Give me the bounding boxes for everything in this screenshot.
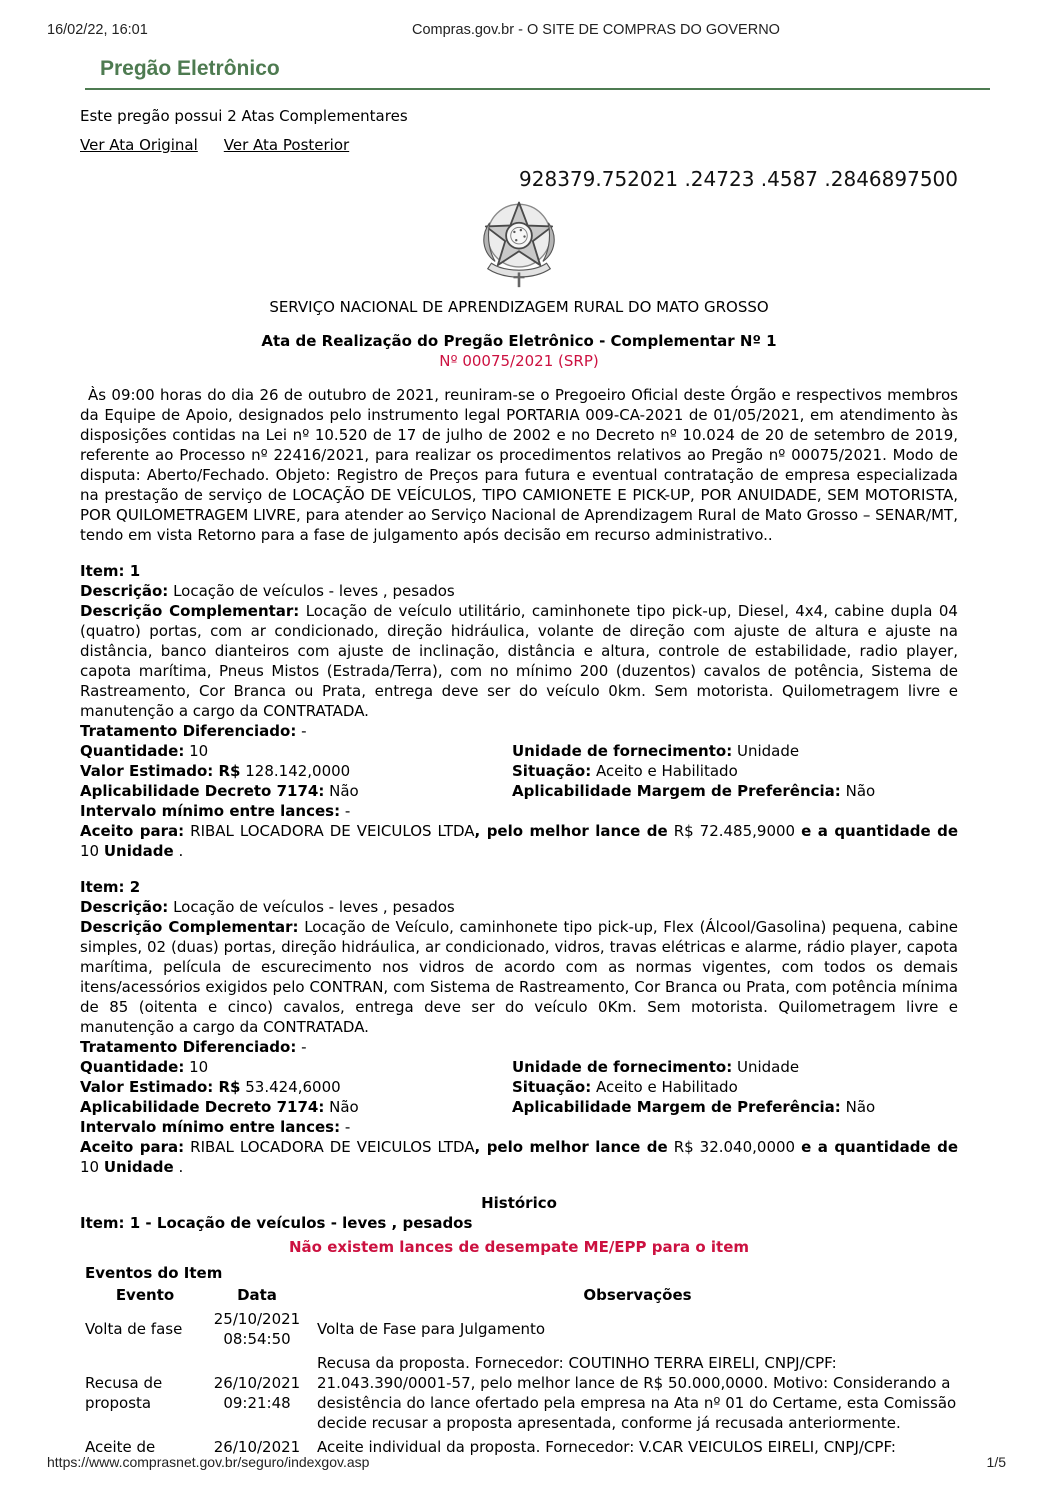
- item-aceito: Aceito para: RIBAL LOCADORA DE VEICULOS LTDA, pelo melhor lance de R$ 72.485,9000 e a quantidade de 10 Unidade .: [80, 822, 958, 860]
- item-field-row: Quantidade: 10 Unidade de fornecimento: Unidade: [80, 1058, 800, 1076]
- print-datetime: 16/02/22, 16:01: [47, 22, 148, 38]
- item-section-1: [80, 561, 958, 861]
- item-descricao: Descrição: Locação de veículos - leves , pesados: [80, 582, 455, 600]
- event-cell: Aceite de: [85, 1438, 156, 1456]
- item-section-2: [80, 877, 958, 1177]
- item-field-row: Quantidade: 10 Unidade de fornecimento: Unidade: [80, 742, 800, 760]
- historico-title: Histórico: [481, 1194, 557, 1212]
- item-intervalo: Intervalo mínimo entre lances: -: [80, 1118, 351, 1136]
- print-site-title: Compras.gov.br - O SITE DE COMPRAS DO GOVERNO: [412, 22, 780, 38]
- print-footer: [47, 1452, 1006, 1472]
- doc-title: Ata de Realização do Pregão Eletrônico - Complementar Nº 1: [261, 332, 777, 350]
- document-content: [80, 106, 958, 1457]
- link-ver-ata-posterior[interactable]: Ver Ata Posterior: [223, 136, 350, 154]
- brazil-coat-of-arms-icon: [473, 195, 565, 291]
- date-cell: 26/10/2021: [213, 1438, 301, 1456]
- column-header-data: Data: [237, 1286, 277, 1304]
- column-header-evento: Evento: [115, 1286, 175, 1304]
- events-table: [85, 1285, 958, 1457]
- item-field-row: Aplicabilidade Decreto 7174: Não Aplicabilidade Margem de Preferência: Não: [80, 782, 876, 800]
- doc-number: Nº 00075/2021 (SRP): [439, 352, 599, 370]
- item-tratamento: Tratamento Diferenciado: -: [80, 1038, 307, 1056]
- link-ver-ata-original[interactable]: Ver Ata Original: [80, 136, 198, 154]
- intro-paragraph: Às 09:00 horas do dia 26 de outubro de 2021, reuniram-se o Pregoeiro Oficial deste Órgão e respectivos membros da Equipe de Apoio, designados pelo instrumento legal PORTARIA 009-CA-2021 de 01/05/2021, em atendimento às disposições contidas na Lei nº 10.520 de 17 de julho de 2002 e no Decreto nº 10.024 de 20 de setembro de 2019, referente ao Processo nº 22416/2021, para realizar os procedimentos relativos ao Pregão nº 00075/2021. Modo de disputa: Aberto/Fechado. Objeto: Registro de Preços para futura e eventual contratação de empresa especializada na prestação de serviço de LOCAÇÃO DE VEÍCULOS, TIPO CAMIONETE E PICK-UP, POR ANUIDADE, SEM MOTORISTA, POR QUILOMETRAGEM LIVRE, para atender ao Serviço Nacional de Aprendizagem Rural de Mato Grosso – SENAR/MT, tendo em vista Retorno para a fase de julgamento após decisão em recurso administrativo..: [80, 386, 958, 544]
- atas-note: Este pregão possui 2 Atas Complementares: [80, 107, 408, 125]
- item-descricao: Descrição: Locação de veículos - leves , pesados: [80, 898, 455, 916]
- item-descricao-complementar: Descrição Complementar: Locação de Veículo, caminhonete tipo pick-up, Flex (Álcool/Gasolina) pequena, cabine simples, 02 (duas) portas, direção hidráulica, ar condicionado, vidros, travas elétricas e alarme, rádio player, capota marítima, película de escurecimento nos vidros de acordo com as normas vigentes, com todos os demais itens/acessórios exigidos pelo CONTRAN, com Sistema de Rastreamento, Cor Branca ou Prata, com potência mínima de 85 (oitenta e cinco) cavalos, entrega deve ser do veículo 0Km. Sem motorista. Quilometragem livre e manutenção a cargo da CONTRATADA.: [80, 918, 958, 1036]
- date-cell: 25/10/2021 08:54:50: [213, 1310, 301, 1348]
- ata-links: [80, 135, 958, 155]
- item-tratamento: Tratamento Diferenciado: -: [80, 722, 307, 740]
- obs-cell: Recusa da proposta. Fornecedor: COUTINHO TERRA EIRELI, CNPJ/CPF: 21.043.390/0001-57, pelo melhor lance de R$ 50.000,0000. Motivo: Considerando a desistência do lance ofertado pela empresa na Ata nº 01 do Certame, esta Comissão decide recusar a proposta apresentada, conforme já recusada anteriormente.: [317, 1354, 957, 1432]
- event-cell: Recusa de proposta: [85, 1374, 163, 1412]
- footer-url: https://www.comprasnet.gov.br/seguro/indexgov.asp: [47, 1454, 370, 1470]
- title-block: [0, 0, 1058, 90]
- process-number: 928379.752021 .24723 .4587 .2846897500: [519, 167, 958, 191]
- table-row: [85, 1309, 958, 1349]
- date-cell: 26/10/2021 09:21:48: [213, 1374, 301, 1412]
- events-title: Eventos do Item: [85, 1264, 223, 1282]
- item-label: Item: 2: [80, 878, 141, 896]
- obs-cell: Aceite individual da proposta. Fornecedor: V.CAR VEICULOS EIRELI, CNPJ/CPF:: [317, 1438, 896, 1456]
- org-name: SERVIÇO NACIONAL DE APRENDIZAGEM RURAL DO MATO GROSSO: [269, 298, 769, 316]
- page-title: Pregão Eletrônico: [100, 57, 280, 80]
- item-intervalo: Intervalo mínimo entre lances: -: [80, 802, 351, 820]
- column-header-observacoes: Observações: [583, 1286, 692, 1304]
- table-row: [85, 1353, 958, 1433]
- me-epp-notice: Não existem lances de desempate ME/EPP para o item: [288, 1238, 750, 1256]
- item-label: Item: 1: [80, 562, 141, 580]
- item-descricao-complementar: Descrição Complementar: Locação de veículo utilitário, caminhonete tipo pick-up, Diesel, 4x4, cabine dupla 04 (quatro) portas, com ar condicionado, direção hidráulica, volante de direção com ajuste de altura e ajuste na distância, banco dianteiros com ajuste de inclinação, distância e altura, controle de estabilidade, radio player, capota marítima, Pneus Mistos (Estrada/Terra), com no mínimo 200 (duzentos) cavalos de potência, Sistema de Rastreamento, Cor Branca ou Prata, entrega deve ser do veículo 0km. Sem motorista. Quilometragem livre e manutenção a cargo da CONTRATADA.: [80, 602, 958, 720]
- historico-item-heading: Item: 1 - Locação de veículos - leves , pesados: [80, 1214, 473, 1232]
- title-divider: [85, 88, 990, 90]
- page-indicator: 1/5: [986, 1454, 1006, 1470]
- item-aceito: Aceito para: RIBAL LOCADORA DE VEICULOS LTDA, pelo melhor lance de R$ 32.040,0000 e a quantidade de 10 Unidade .: [80, 1138, 958, 1176]
- event-cell: Volta de fase: [85, 1320, 183, 1338]
- events-table-header: [85, 1285, 958, 1305]
- item-field-row: Valor Estimado: R$ 53.424,6000 Situação: Aceito e Habilitado: [80, 1078, 738, 1096]
- item-field-row: Valor Estimado: R$ 128.142,0000 Situação: Aceito e Habilitado: [80, 762, 738, 780]
- item-field-row: Aplicabilidade Decreto 7174: Não Aplicabilidade Margem de Preferência: Não: [80, 1098, 876, 1116]
- obs-cell: Volta de Fase para Julgamento: [317, 1320, 546, 1338]
